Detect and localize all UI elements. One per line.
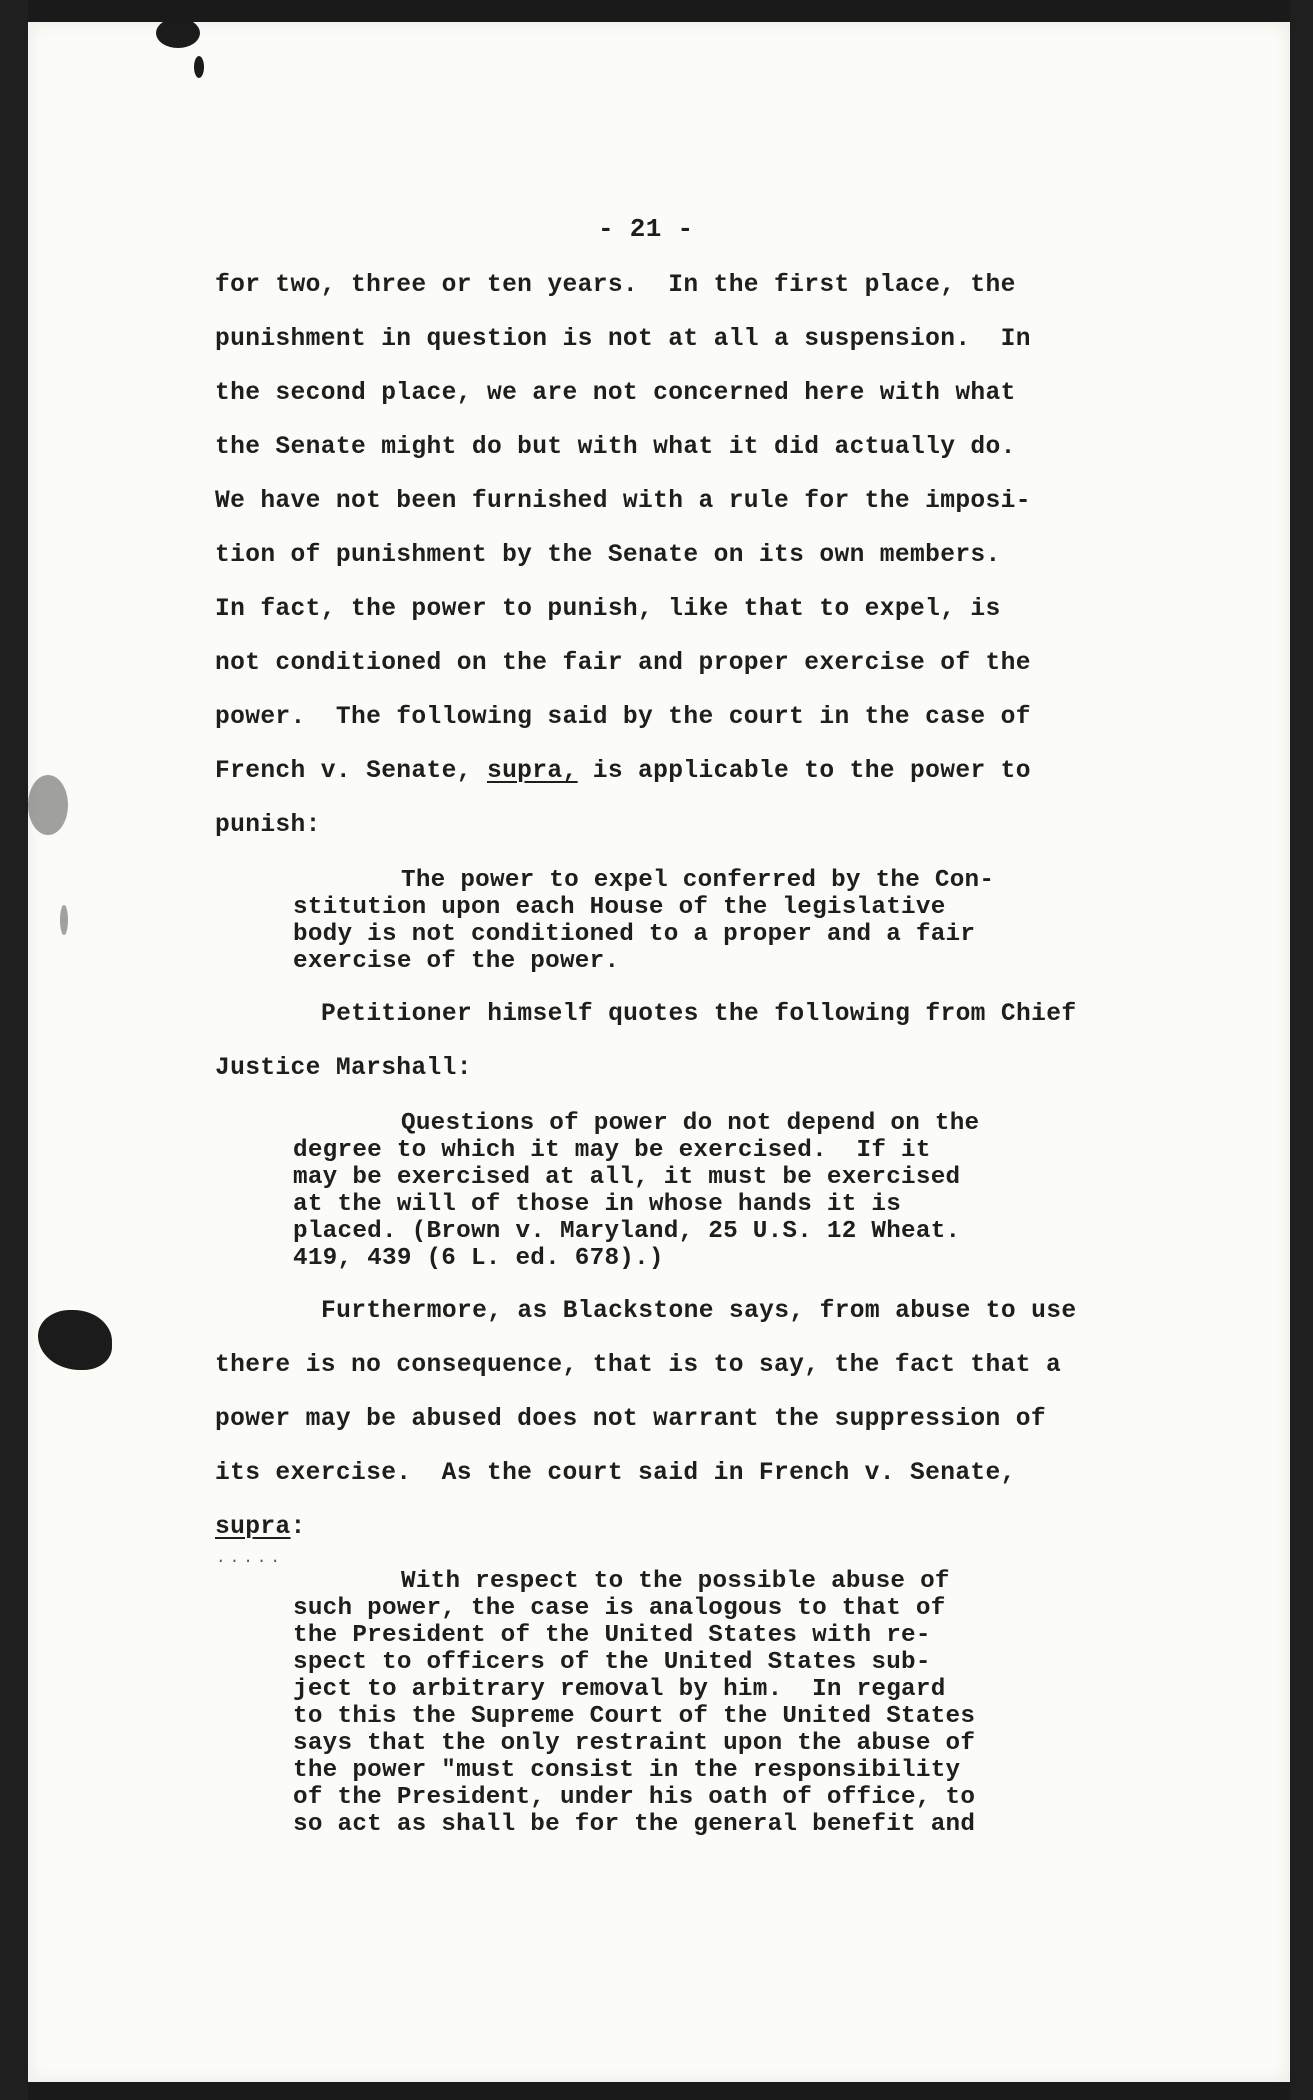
body-line: power. The following said by the court in the case of (215, 704, 1031, 731)
body-line: tion of punishment by the Senate on its own members. (215, 542, 1001, 569)
body-line: Petitioner himself quotes the following from Chief (321, 1001, 1077, 1028)
body-line: punish: (215, 812, 321, 839)
quote-line: may be exercised at all, it must be exercised (293, 1164, 961, 1191)
body-line: punishment in question is not at all a suspension. In (215, 326, 1031, 353)
quote-line: such power, the case is analogous to that of (293, 1595, 946, 1622)
quote-line: says that the only restraint upon the abuse of (293, 1730, 976, 1757)
scan-border-left (0, 0, 28, 2100)
body-line: We have not been furnished with a rule for the imposi- (215, 488, 1031, 515)
body-line: the second place, we are not concerned here with what (215, 380, 1016, 407)
quote-line: The power to expel conferred by the Con- (401, 867, 995, 894)
ellipsis-marks: ..... (216, 1549, 285, 1567)
quote-line: 419, 439 (6 L. ed. 678).) (293, 1245, 664, 1272)
quote-line: of the President, under his oath of office, to (293, 1784, 976, 1811)
ink-blot-top (156, 18, 200, 48)
quote-line: ject to arbitrary removal by him. In regard (293, 1676, 946, 1703)
case-line-rest: is applicable to the power to (577, 758, 1031, 785)
quote-line: placed. (Brown v. Maryland, 25 U.S. 12 Wheat. (293, 1218, 961, 1245)
body-line: not conditioned on the fair and proper exercise of the (215, 650, 1031, 677)
ink-spot-top (194, 56, 204, 78)
case-name: French v. Senate, (215, 758, 487, 785)
quote-line: exercise of the power. (293, 948, 620, 975)
body-line: In fact, the power to punish, like that to expel, is (215, 596, 1001, 623)
body-line: the Senate might do but with what it did actually do. (215, 434, 1016, 461)
quote-line: at the will of those in whose hands it is (293, 1191, 902, 1218)
body-line: power may be abused does not warrant the suppression of (215, 1406, 1046, 1433)
scan-border-bottom (0, 2082, 1313, 2100)
scan-border-right (1290, 0, 1313, 2100)
quote-line: With respect to the possible abuse of (401, 1568, 950, 1595)
body-line: there is no consequence, that is to say, the fact that a (215, 1352, 1062, 1379)
supra-underlined: supra (215, 1514, 291, 1541)
body-line: Justice Marshall: (215, 1055, 472, 1082)
quote-line: the power "must consist in the responsibility (293, 1757, 961, 1784)
scan-border-top (0, 0, 1313, 22)
ink-speck-left (60, 905, 68, 935)
body-line: for two, three or ten years. In the first place, the (215, 272, 1016, 299)
body-line-case (215, 758, 1031, 785)
quote-line: so act as shall be for the general benefit and (293, 1811, 976, 1838)
quote-line: Questions of power do not depend on the (401, 1110, 980, 1137)
quote-line: the President of the United States with re- (293, 1622, 931, 1649)
ink-smudge-left (28, 775, 68, 835)
colon: : (290, 1514, 306, 1541)
body-line: its exercise. As the court said in French v. Senate, (215, 1460, 1016, 1487)
body-line-supra (215, 1514, 306, 1541)
page-number: - 21 - (598, 214, 694, 244)
quote-line: body is not conditioned to a proper and a fair (293, 921, 976, 948)
quote-line: stitution upon each House of the legislative (293, 894, 946, 921)
quote-line: spect to officers of the United States sub- (293, 1649, 931, 1676)
quote-line: degree to which it may be exercised. If it (293, 1137, 931, 1164)
supra-underlined: supra, (486, 758, 578, 785)
quote-line: to this the Supreme Court of the United States (293, 1703, 976, 1730)
body-line: Furthermore, as Blackstone says, from abuse to use (321, 1298, 1077, 1325)
